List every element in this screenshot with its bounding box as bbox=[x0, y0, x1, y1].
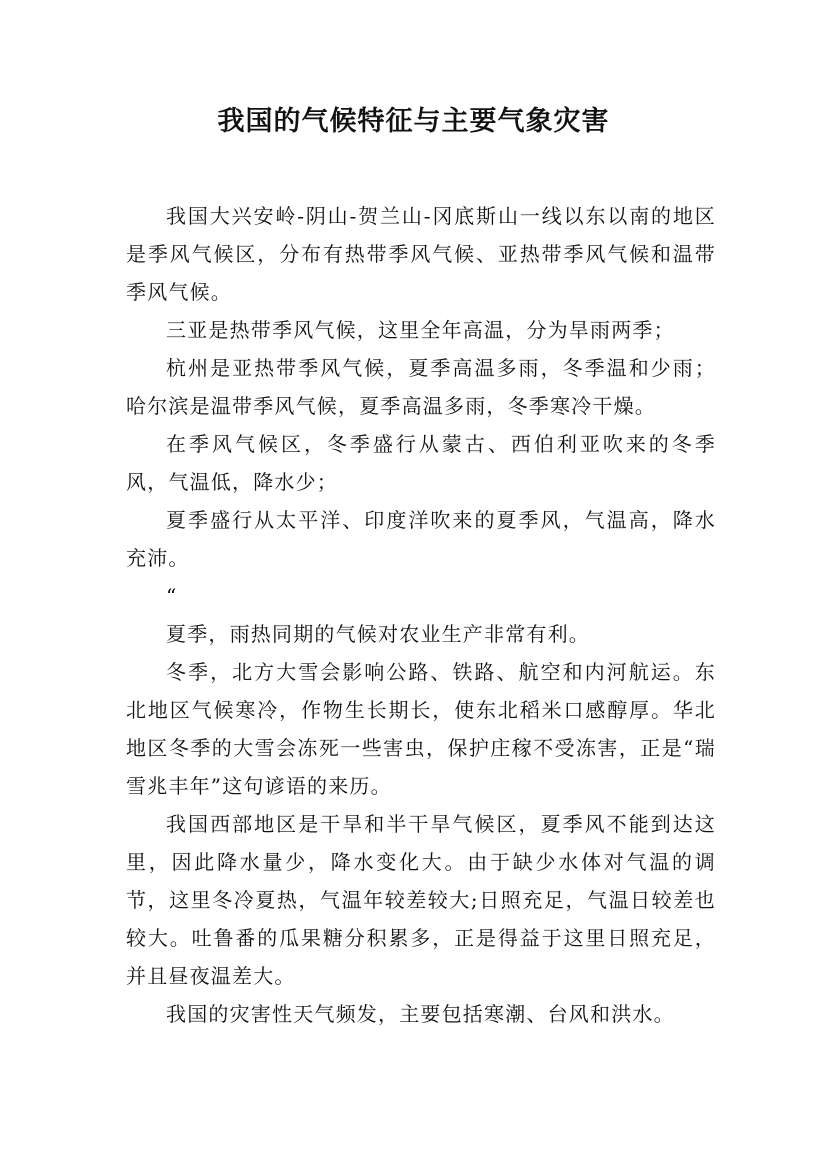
paragraph-disasters: 我国的灾害性天气频发，主要包括寒潮、台风和洪水。 bbox=[166, 1002, 675, 1026]
paragraph-summer-monsoon: 夏季盛行从太平洋、印度洋吹来的夏季风，气温高，降水充沛。 bbox=[126, 508, 716, 570]
paragraph-summer-agriculture: 夏季，雨热同期的气候对农业生产非常有利。 bbox=[166, 622, 590, 646]
paragraph-sanya: 三亚是热带季风气候，这里全年高温，分为旱雨两季； bbox=[166, 318, 675, 342]
paragraph-western-region: 我国西部地区是干旱和半干旱气候区，夏季风不能到达这里，因此降水量少，降水变化大。由于缺少水体对气温的调节，这里冬冷夏热，气温年较差较大;日照充足，气温日较差也较大。吐鲁番的瓜果糖分积累多，正是得益于这里日照充足，并且昼夜温差大。 bbox=[126, 812, 716, 988]
paragraph-monsoon-region: 我国大兴安岭-阴山-贺兰山-冈底斯山一线以东以南的地区是季风气候区，分布有热带季风气候、亚热带季风气候和温带季风气候。 bbox=[126, 204, 716, 304]
document-body bbox=[126, 197, 716, 1033]
page-title: 我国的气候特征与主要气象灾害 bbox=[217, 106, 610, 137]
paragraph-winter-effects: 冬季，北方大雪会影响公路、铁路、航空和内河航运。东北地区气候寒冷，作物生长期长，使东北稻米口感醇厚。华北地区冬季的大雪会冻死一些害虫，保护庄稼不受冻害，正是“瑞雪兆丰年”这句谚语的来历。 bbox=[126, 660, 716, 798]
paragraph-hangzhou-harbin: 杭州是亚热带季风气候，夏季高温多雨，冬季温和少雨；哈尔滨是温带季风气候，夏季高温多雨，冬季寒冷干燥。 bbox=[126, 356, 716, 418]
paragraph-quote-mark: “ bbox=[166, 584, 178, 608]
paragraph-winter-monsoon: 在季风气候区，冬季盛行从蒙古、西伯利亚吹来的冬季风，气温低，降水少； bbox=[126, 432, 716, 494]
